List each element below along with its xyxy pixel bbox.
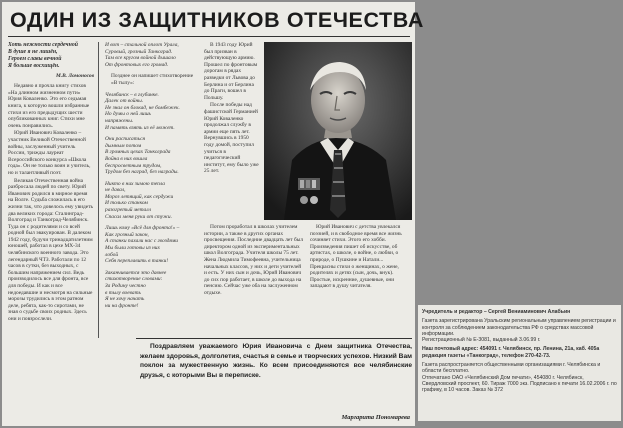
poem-stanza: И вот – стальной оплот Урала, Суровый, грозный Танкоград. Там все кругом войной дышало От фронтовых его громад. [105,42,179,68]
epigraph-author: М.В. Ломоносов [55,72,94,79]
imprint-editor: Учредитель и редактор – Сергей Вениаминович Алабьин [422,309,571,315]
epigraph-line: Героем славы вечной [8,55,62,62]
veteran-photo [264,42,412,220]
epigraph [8,42,94,70]
newspaper-page [2,2,424,426]
column-1 [8,42,94,324]
poem-stanza: Они расписаться дымным потом В громных цехах Танкограда Война в них вошла беспросветным трудом, Трудом без наград, без награды. [105,136,179,176]
imprint-reg-number: Регистрационный № Е-3081, выданный 3.06.99 г. [422,337,541,344]
imprint-content [422,309,617,394]
poem-stanza: Лишь кому «Всё для фронта!» – Как грозный закон, А станки пахали нас с гвоздями Мы были готовы из них лобой Себя переплавить в танки! [105,225,180,265]
poem-stanza: Никто в них зимою тепла не давал, Мороз летящий, как сердужи И только станком разогретый металл Спасал меня руки от стужи. [105,180,174,220]
epigraph-line: В душе я не лишён, [8,48,58,55]
poem-outro: Заканчивается это давнее стихотворение словами: За Родину честно в тылу воевать Я не хочу начать ни на фронте! [105,269,167,309]
column-divider [98,42,99,338]
paragraph: Юрий Иванович с детства увлекался поэзией, и в свободное время все жизнь сочиняет стихи. Этого его хобби. Произведения пишет об искусстве, об артистах, о школе, о войне, о любви, о природе, о Пушкине и Натали... Прекрасны стихи о женщинах, о жене, родителях и детях (сын, дочь, внук). Простые, искренние, душевные, они западают в душу читателя. [310,224,402,290]
greeting-rule [136,338,412,339]
imprint-registration: Газета зарегистрирована Уральским региональным управлением регистрации и контроля за соблюдением законодательства РФ о средствах массовой информации. [422,318,616,337]
imprint-box [418,305,621,421]
title-rule [8,36,410,37]
imprint-printing: Отпечатано ОАО «Челябинский Дом печати», 454080 г. Челябинск, Свердловский проспект, 60. Тираж 7000 экз. Подписано к печати 16.02.2006 г. по графику, в 10 часов. Заказ № 372 [422,374,617,394]
imprint-distribution: Газета распространяется общественными организациями г. Челябинска и области бесплатно. [422,362,601,375]
epigraph-line: Я больше восхищён. [8,62,60,69]
paragraph: Великая Отечественная война разбросала людей по свету. Юрий Иванович родился в мирное время на Волге. Судьба сложилась в его жизни так, что довелось ему увидеть два великих города: Сталинград-Волгоград и Танкоград-Челябинск. Туда он с родителями и со всей родной был эвакуирован. В далеком 1942 году, будучи тринадцатилетним юношей, работал в цехе МХ-34 челябинского военного завода. Это легендарный ЧТЗ. Работали по 12 часов в сутки, без выходных, с большим напряжением сил. Ведь производилось все для фронта, все для победы. И как и все недоедавшие и несмотря на сильные морозы трудились в этом ратном деле, ребята, как-то сиротами, не зная о судьбе своих родных. Здесь они и повзрослели. [8,177,94,322]
column-2 [105,42,197,314]
paragraph: Потом проработал в школах учителем истории, а также в других органах просвещения. Последние двадцать лет был директором одной из экспериментальных школ Волгограда. Учителя школы 75 лет. Жена Людмила Тимофеевна, учительница начальных классов, у них и дети учителей и есть. У них сын и дочь, Юрий Иванович до сих пор работает, в школе до выхода на пенсию. Сейчас уже оба на заслуженном отдыхе. [204,224,304,296]
greeting-text: Поздравляем уважаемого Юрия Ивановича с Днем защитника Отечества, желаем здоровья, долголетия, счастья в семье и творческих успехов. Низкий Вам поклон за мужественную жизнь. Ко всем присоединяются все челябинские друзья, с которыми Вы в переписке. [140,343,412,379]
column-3-bottom [204,224,410,334]
poem-intro: Позднее он напишет стихотворение «В тылу»: [111,73,194,86]
paragraph: После победы над фашистской Германией Юрий Коваленко продолжал службу в армии еще пять лет. Вернувшись в 1950 году домой, поступил учиться в педагогический институт, ему было уже 25 лет. [204,102,259,175]
paragraph: В 1943 году Юрий был призван в действующую армию. Прошел по фронтовым дорогам в рядах разведки от Львова до Берлина и от Берлина до Праги, вошел в Польшу. [204,42,258,101]
article-title: ОДИН ИЗ ЗАЩИТНИКОВ ОТЕЧЕСТВА [10,8,424,32]
column-3-top [204,42,260,176]
poem-stanza: Челябинск – в глубинке. Далек от войны. Не знал он блокад, не бомбежек. Но думы о ней лишь напряжены. И память взять из её может. [105,91,180,131]
imprint-address: Наш почтовый адрес: 454091 г. Челябинск, пр. Ленина, 21а, каб. 405а редакция газеты «Танкоград», телефон 270-42-73. [422,346,600,359]
greeting-author: Маргарита Пономарева [341,414,410,421]
epigraph-line: Хоть нежности сердечной [8,42,78,48]
paragraph: Юрий Иванович Коваленко – участник Великой Отечественной войны, заслуженный учитель России, трижды лауреат Всероссийского конкурса «Школа года». Он не только воин и учитель, но и талантливый поэт. [8,130,91,176]
paragraph: Недавно я прочла книгу стихов «На длинном жизненном пути» Юрия Коваленко. Это его седьмая книга, к которую вошли избранные стихи из его предыдущих шести опубликованных книг. Стихи мне очень понравились. [8,83,90,129]
